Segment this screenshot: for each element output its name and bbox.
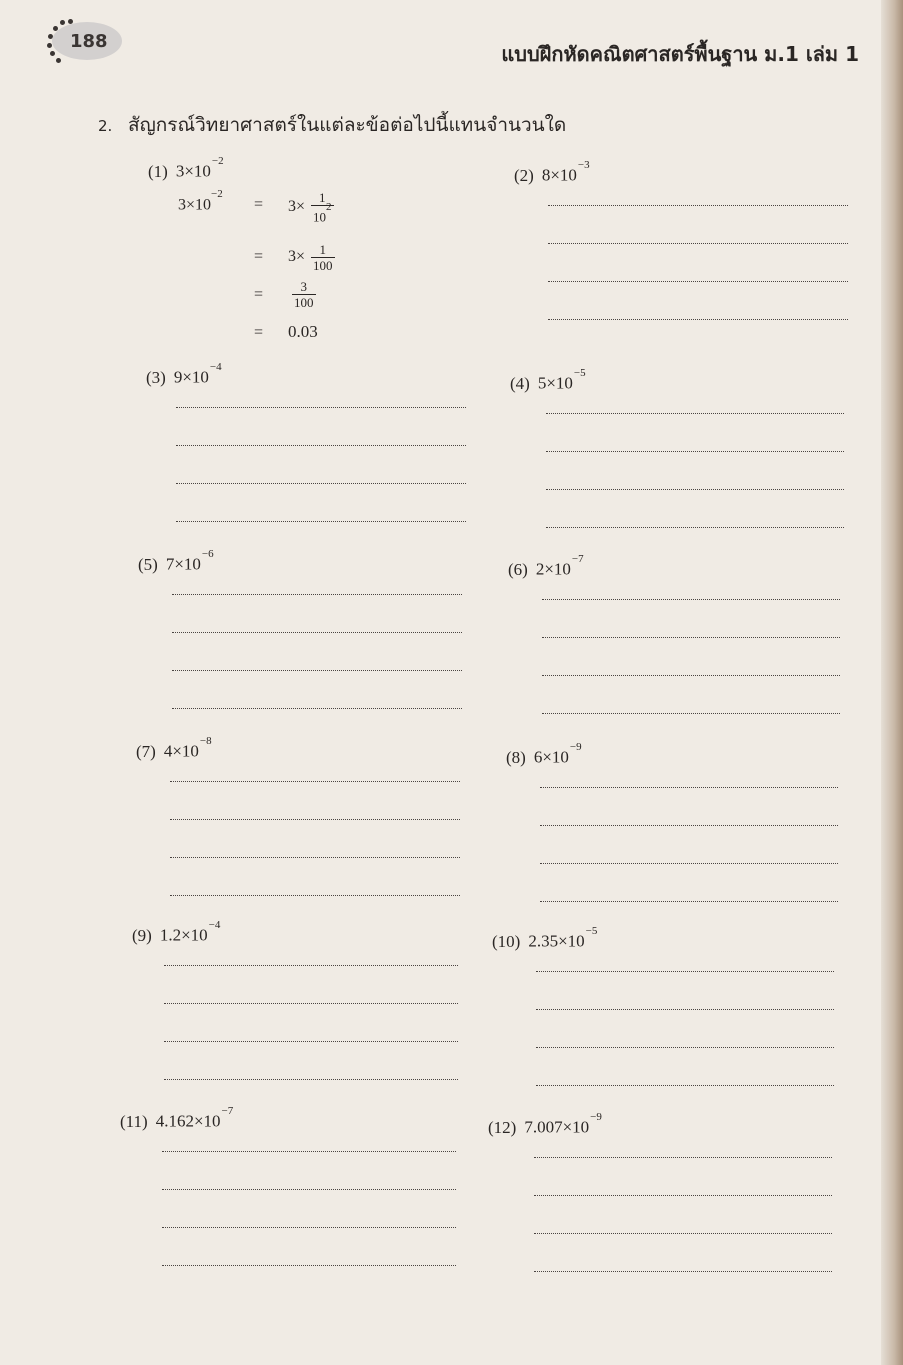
answer-line[interactable] bbox=[536, 970, 834, 972]
answer-line[interactable] bbox=[540, 786, 838, 788]
answer-line[interactable] bbox=[546, 488, 844, 490]
answer-line[interactable] bbox=[172, 707, 462, 709]
item-number: (7) bbox=[136, 741, 156, 761]
answer-line[interactable] bbox=[536, 1008, 834, 1010]
exercise-item-9 bbox=[132, 918, 432, 1080]
example-left: 3×10 bbox=[178, 196, 212, 214]
example-step2: 3× bbox=[288, 248, 306, 266]
answer-line[interactable] bbox=[176, 482, 466, 484]
item-exponent: −7 bbox=[221, 1105, 234, 1117]
answer-line[interactable] bbox=[542, 712, 840, 714]
answer-line[interactable] bbox=[534, 1270, 832, 1272]
answer-line[interactable] bbox=[548, 242, 848, 244]
answer-line[interactable] bbox=[162, 1264, 456, 1266]
answer-line[interactable] bbox=[548, 280, 848, 282]
exercise-item-5 bbox=[138, 547, 438, 709]
item-expression: 9×10 bbox=[173, 367, 209, 387]
answer-line[interactable] bbox=[164, 1040, 458, 1042]
item-number: (5) bbox=[138, 554, 158, 574]
answer-line[interactable] bbox=[162, 1150, 456, 1152]
item-number: (10) bbox=[492, 931, 521, 951]
item-expression: 8×10 bbox=[541, 165, 577, 185]
item-number: (6) bbox=[508, 559, 528, 579]
item-number: (12) bbox=[488, 1117, 517, 1137]
item-expression: 7×10 bbox=[165, 554, 201, 574]
exercise-item-2 bbox=[514, 158, 814, 320]
item-number: (1) bbox=[148, 161, 168, 181]
item-expression: 7.007×10 bbox=[524, 1117, 590, 1137]
question-heading bbox=[98, 110, 566, 140]
question-text: สัญกรณ์วิทยาศาสตร์ในแต่ละข้อต่อไปนี้แทนจำนวนใด bbox=[128, 114, 567, 136]
exercise-item-3 bbox=[146, 360, 446, 522]
item-exponent: −9 bbox=[590, 1111, 602, 1123]
answer-line[interactable] bbox=[548, 318, 848, 320]
item-number: (3) bbox=[146, 367, 166, 387]
item-expression: 6×10 bbox=[533, 747, 569, 767]
answer-line[interactable] bbox=[548, 204, 848, 206]
example-left-exponent: −2 bbox=[211, 188, 223, 200]
item-number: (2) bbox=[514, 165, 534, 185]
question-number: 2. bbox=[98, 117, 113, 135]
item-exponent: −7 bbox=[571, 553, 584, 565]
answer-line[interactable] bbox=[542, 674, 840, 676]
answer-line[interactable] bbox=[542, 636, 840, 638]
exercise-item-12 bbox=[488, 1110, 788, 1272]
example-eq-4: = bbox=[254, 324, 264, 341]
example-step1-fraction: $\frac{1}{10^2}$ bbox=[313, 190, 332, 225]
item-exponent: −4 bbox=[208, 919, 221, 931]
item-expression: 3×10 bbox=[175, 161, 211, 181]
item-number: (4) bbox=[510, 373, 530, 393]
item-exponent: −3 bbox=[577, 159, 590, 171]
answer-line[interactable] bbox=[172, 593, 462, 595]
answer-line[interactable] bbox=[170, 818, 460, 820]
example-step1: 3× bbox=[288, 197, 306, 215]
item-expression: 2.35×10 bbox=[528, 931, 585, 951]
exercise-item-10 bbox=[492, 924, 792, 1086]
item-number: (8) bbox=[506, 747, 526, 767]
answer-line[interactable] bbox=[546, 412, 844, 414]
exercise-item-8 bbox=[506, 740, 806, 902]
answer-line[interactable] bbox=[540, 900, 838, 902]
answer-line[interactable] bbox=[170, 894, 460, 896]
item-exponent: −4 bbox=[209, 361, 222, 373]
item-expression: 1.2×10 bbox=[159, 925, 208, 945]
answer-line[interactable] bbox=[162, 1188, 456, 1190]
item-expression: 4×10 bbox=[163, 741, 199, 761]
answer-line[interactable] bbox=[172, 669, 462, 671]
exercise-item-1 bbox=[148, 154, 448, 180]
example-eq-2: = bbox=[254, 248, 264, 265]
item-number: (11) bbox=[120, 1111, 148, 1131]
item-exponent: −8 bbox=[199, 735, 212, 747]
item-exponent: −2 bbox=[211, 155, 224, 167]
example-eq-1: = bbox=[254, 196, 264, 213]
answer-line[interactable] bbox=[534, 1194, 832, 1196]
book-title: แบบฝึกหัดคณิตศาสตร์พื้นฐาน ม.1 เล่ม 1 bbox=[501, 42, 859, 66]
answer-line[interactable] bbox=[176, 520, 466, 522]
answer-line[interactable] bbox=[536, 1046, 834, 1048]
answer-line[interactable] bbox=[164, 1002, 458, 1004]
example-eq-3: = bbox=[254, 286, 264, 303]
item-exponent: −5 bbox=[573, 367, 586, 379]
answer-line[interactable] bbox=[540, 862, 838, 864]
answer-line[interactable] bbox=[536, 1084, 834, 1086]
page-number: 188 bbox=[70, 31, 108, 52]
item-exponent: −9 bbox=[569, 741, 582, 753]
answer-line[interactable] bbox=[534, 1232, 832, 1234]
exercise-item-11 bbox=[120, 1104, 420, 1266]
answer-line[interactable] bbox=[540, 824, 838, 826]
answer-line[interactable] bbox=[170, 856, 460, 858]
example-step2-fraction: $\frac{1}{100}$ bbox=[313, 242, 333, 273]
answer-line[interactable] bbox=[534, 1156, 832, 1158]
page-edge-shadow bbox=[881, 0, 903, 1365]
item-expression: 5×10 bbox=[537, 373, 573, 393]
answer-line[interactable] bbox=[546, 450, 844, 452]
item-number: (9) bbox=[132, 925, 152, 945]
page-number-badge bbox=[46, 18, 122, 64]
exercise-item-7 bbox=[136, 734, 436, 896]
example-result: 0.03 bbox=[288, 322, 318, 341]
answer-line[interactable] bbox=[176, 406, 466, 408]
item-exponent: −6 bbox=[201, 548, 214, 560]
answer-line[interactable] bbox=[546, 526, 844, 528]
item-expression: 4.162×10 bbox=[155, 1111, 221, 1131]
exercise-item-6 bbox=[508, 552, 808, 714]
answer-line[interactable] bbox=[172, 631, 462, 633]
example-step3-fraction: $\frac{3}{100}$ bbox=[294, 279, 314, 310]
item-expression: 2×10 bbox=[535, 559, 571, 579]
item-exponent: −5 bbox=[585, 925, 598, 937]
answer-line[interactable] bbox=[170, 780, 460, 782]
answer-line[interactable] bbox=[164, 1078, 458, 1080]
answer-line[interactable] bbox=[162, 1226, 456, 1228]
answer-line[interactable] bbox=[176, 444, 466, 446]
answer-line[interactable] bbox=[164, 964, 458, 966]
exercise-item-4 bbox=[510, 366, 810, 528]
answer-line[interactable] bbox=[542, 598, 840, 600]
